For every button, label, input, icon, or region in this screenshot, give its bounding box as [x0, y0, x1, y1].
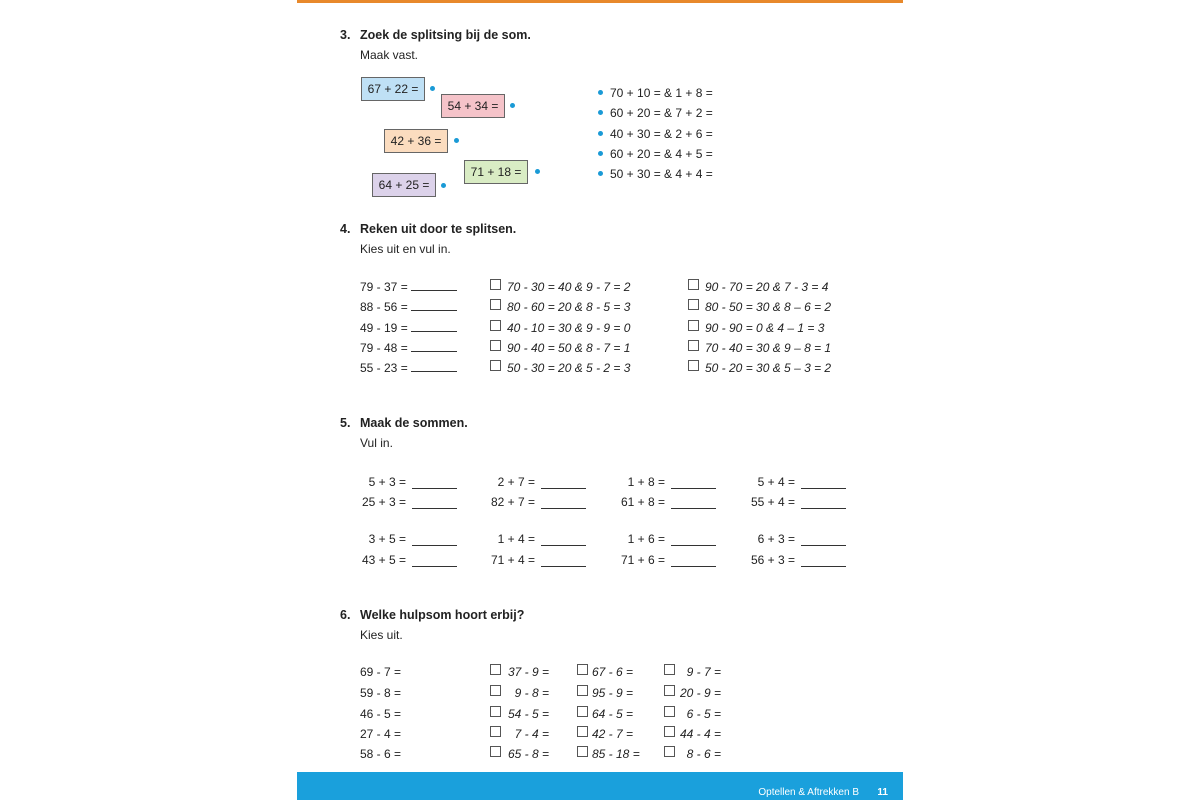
- q3-option: 60 + 20 = & 4 + 5 =: [610, 147, 713, 161]
- q6-checkbox[interactable]: [490, 664, 501, 675]
- q6-choice: 42 - 7 =: [592, 727, 634, 741]
- q6-checkbox[interactable]: [664, 706, 675, 717]
- q5-sum: 71 + 4 =: [490, 553, 535, 567]
- answer-blank[interactable]: [412, 566, 457, 567]
- q3-sum-text: 42 + 36 =: [390, 134, 442, 148]
- q3-sum-text: 54 + 34 =: [447, 99, 499, 113]
- q4-sum-text: 88 - 56 =: [360, 300, 408, 314]
- q6-sum: 46 - 5 =: [360, 707, 402, 721]
- answer-blank[interactable]: [801, 545, 846, 546]
- q6-checkbox[interactable]: [577, 746, 588, 757]
- q6-checkbox[interactable]: [577, 706, 588, 717]
- q6-choice: 6 - 5 =: [686, 707, 721, 721]
- q5-sum: 1 + 6 =: [627, 532, 665, 546]
- q3-instruction: Maak vast.: [360, 48, 419, 62]
- q5-instruction: Vul in.: [360, 436, 393, 450]
- q6-instruction: Kies uit.: [360, 628, 403, 642]
- answer-blank[interactable]: [411, 310, 457, 311]
- answer-blank[interactable]: [411, 290, 457, 291]
- q3-sum-text: 71 + 18 =: [470, 165, 522, 179]
- q6-checkbox[interactable]: [577, 726, 588, 737]
- answer-blank[interactable]: [801, 488, 846, 489]
- q6-checkbox[interactable]: [490, 746, 501, 757]
- q3-number: 3.: [340, 28, 351, 42]
- q6-sum: 69 - 7 =: [360, 665, 402, 679]
- q4-choice: 70 - 30 = 40 & 9 - 7 = 2: [507, 280, 631, 294]
- q4-checkbox[interactable]: [688, 360, 699, 371]
- q3-option-dot[interactable]: [598, 110, 603, 115]
- q6-checkbox[interactable]: [490, 726, 501, 737]
- q4-checkbox[interactable]: [688, 279, 699, 290]
- answer-blank[interactable]: [412, 488, 457, 489]
- answer-blank[interactable]: [541, 545, 586, 546]
- q6-sum: 27 - 4 =: [360, 727, 402, 741]
- footer-bar: [297, 772, 903, 800]
- q4-title: Reken uit door te splitsen.: [360, 222, 517, 236]
- page-number: 11: [877, 787, 888, 798]
- q6-choice: 20 - 9 =: [679, 686, 721, 700]
- q6-checkbox[interactable]: [490, 706, 501, 717]
- answer-blank[interactable]: [671, 508, 716, 509]
- q4-choice: 90 - 70 = 20 & 7 - 3 = 4: [705, 280, 829, 294]
- answer-blank[interactable]: [671, 488, 716, 489]
- q4-sum-row: [360, 321, 457, 335]
- q6-choice: 65 - 8 =: [507, 747, 549, 761]
- q5-sum: 2 + 7 =: [497, 475, 535, 489]
- q4-choice: 90 - 90 = 0 & 4 – 1 = 3: [705, 321, 825, 335]
- q6-choice: 67 - 6 =: [592, 665, 634, 679]
- q3-sum-text: 67 + 22 =: [367, 82, 419, 96]
- q4-sum-row: [360, 280, 457, 294]
- q5-sum: 1 + 4 =: [497, 532, 535, 546]
- q6-number: 6.: [340, 608, 351, 622]
- q5-sum: 5 + 4 =: [757, 475, 795, 489]
- q3-connect-dot[interactable]: [454, 138, 459, 143]
- answer-blank[interactable]: [801, 566, 846, 567]
- q5-sum: 43 + 5 =: [361, 553, 406, 567]
- top-accent-bar: [297, 0, 903, 3]
- q6-checkbox[interactable]: [664, 746, 675, 757]
- answer-blank[interactable]: [411, 331, 457, 332]
- answer-blank[interactable]: [541, 508, 586, 509]
- q4-sum-row: [360, 341, 457, 355]
- q6-choice: 37 - 9 =: [507, 665, 549, 679]
- q4-sum-text: 49 - 19 =: [360, 321, 408, 335]
- q6-checkbox[interactable]: [664, 664, 675, 675]
- q3-option-dot[interactable]: [598, 131, 603, 136]
- q3-option: 60 + 20 = & 7 + 2 =: [610, 106, 713, 120]
- q5-sum: 3 + 5 =: [368, 532, 406, 546]
- worksheet-page: [297, 0, 903, 800]
- q4-checkbox[interactable]: [688, 320, 699, 331]
- q4-checkbox[interactable]: [490, 340, 501, 351]
- q3-sum-box[interactable]: [361, 77, 425, 101]
- q4-sum-text: 55 - 23 =: [360, 361, 408, 375]
- answer-blank[interactable]: [541, 488, 586, 489]
- q4-checkbox[interactable]: [688, 299, 699, 310]
- q5-sum: 55 + 4 =: [750, 495, 795, 509]
- answer-blank[interactable]: [412, 508, 457, 509]
- q3-option-dot[interactable]: [598, 171, 603, 176]
- q4-choice: 70 - 40 = 30 & 9 – 8 = 1: [705, 341, 832, 355]
- q3-connect-dot[interactable]: [441, 183, 446, 188]
- q3-sum-box[interactable]: [464, 160, 528, 184]
- q3-sum-box[interactable]: [384, 129, 448, 153]
- q6-checkbox[interactable]: [664, 685, 675, 696]
- q3-connect-dot[interactable]: [510, 103, 515, 108]
- q4-checkbox[interactable]: [490, 299, 501, 310]
- answer-blank[interactable]: [411, 351, 457, 352]
- q5-sum: 56 + 3 =: [750, 553, 795, 567]
- answer-blank[interactable]: [411, 371, 457, 372]
- q4-choice: 50 - 20 = 30 & 5 – 3 = 2: [705, 361, 832, 375]
- q4-sum-row: [360, 361, 457, 375]
- q6-checkbox[interactable]: [490, 685, 501, 696]
- q4-number: 4.: [340, 222, 351, 236]
- q4-sum-row: [360, 300, 457, 314]
- q4-checkbox[interactable]: [490, 360, 501, 371]
- q3-option-dot[interactable]: [598, 90, 603, 95]
- q6-choice: 7 - 4 =: [514, 727, 549, 741]
- q4-choice: 90 - 40 = 50 & 8 - 7 = 1: [507, 341, 631, 355]
- q4-choice: 80 - 60 = 20 & 8 - 5 = 3: [507, 300, 631, 314]
- q3-sum-text: 64 + 25 =: [378, 178, 430, 192]
- answer-blank[interactable]: [671, 545, 716, 546]
- q4-instruction: Kies uit en vul in.: [360, 242, 451, 256]
- q6-sum: 58 - 6 =: [360, 747, 402, 761]
- q6-choice: 85 - 18 =: [592, 747, 640, 761]
- q3-option: 50 + 30 = & 4 + 4 =: [610, 167, 713, 181]
- q6-choice: 9 - 8 =: [514, 686, 549, 700]
- q3-option: 40 + 30 = & 2 + 6 =: [610, 127, 713, 141]
- q5-sum: 1 + 8 =: [627, 475, 665, 489]
- q4-sum-text: 79 - 37 =: [360, 280, 408, 294]
- q4-checkbox[interactable]: [490, 320, 501, 331]
- q5-sum: 6 + 3 =: [757, 532, 795, 546]
- q6-choice: 64 - 5 =: [592, 707, 634, 721]
- answer-blank[interactable]: [671, 566, 716, 567]
- q6-choice: 9 - 7 =: [686, 665, 721, 679]
- q3-option: 70 + 10 = & 1 + 8 =: [610, 86, 713, 100]
- q4-checkbox[interactable]: [688, 340, 699, 351]
- q4-choice: 80 - 50 = 30 & 8 – 6 = 2: [705, 300, 832, 314]
- q3-sum-box[interactable]: [441, 94, 505, 118]
- q4-sum-text: 79 - 48 =: [360, 341, 408, 355]
- q4-choice: 40 - 10 = 30 & 9 - 9 = 0: [507, 321, 631, 335]
- q6-choice: 54 - 5 =: [507, 707, 549, 721]
- q5-sum: 61 + 8 =: [620, 495, 665, 509]
- q6-choice: 44 - 4 =: [679, 727, 721, 741]
- q3-title: Zoek de splitsing bij de som.: [360, 28, 531, 42]
- answer-blank[interactable]: [412, 545, 457, 546]
- answer-blank[interactable]: [801, 508, 846, 509]
- q4-choice: 50 - 30 = 20 & 5 - 2 = 3: [507, 361, 631, 375]
- q4-checkbox[interactable]: [490, 279, 501, 290]
- q6-title: Welke hulpsom hoort erbij?: [360, 608, 525, 622]
- q5-number: 5.: [340, 416, 351, 430]
- q3-sum-box[interactable]: [372, 173, 436, 197]
- q5-title: Maak de sommen.: [360, 416, 468, 430]
- q6-sum: 59 - 8 =: [360, 686, 402, 700]
- q6-checkbox[interactable]: [577, 664, 588, 675]
- q6-choice: 8 - 6 =: [686, 747, 721, 761]
- q5-sum: 82 + 7 =: [490, 495, 535, 509]
- q5-sum: 71 + 6 =: [620, 553, 665, 567]
- q3-connect-dot[interactable]: [535, 169, 540, 174]
- q3-connect-dot[interactable]: [430, 86, 435, 91]
- q5-sum: 25 + 3 =: [361, 495, 406, 509]
- q6-checkbox[interactable]: [664, 726, 675, 737]
- q6-checkbox[interactable]: [577, 685, 588, 696]
- footer-title: Optellen & Aftrekken B: [758, 787, 859, 798]
- q5-sum: 5 + 3 =: [368, 475, 406, 489]
- answer-blank[interactable]: [541, 566, 586, 567]
- q6-choice: 95 - 9 =: [592, 686, 634, 700]
- q3-option-dot[interactable]: [598, 151, 603, 156]
